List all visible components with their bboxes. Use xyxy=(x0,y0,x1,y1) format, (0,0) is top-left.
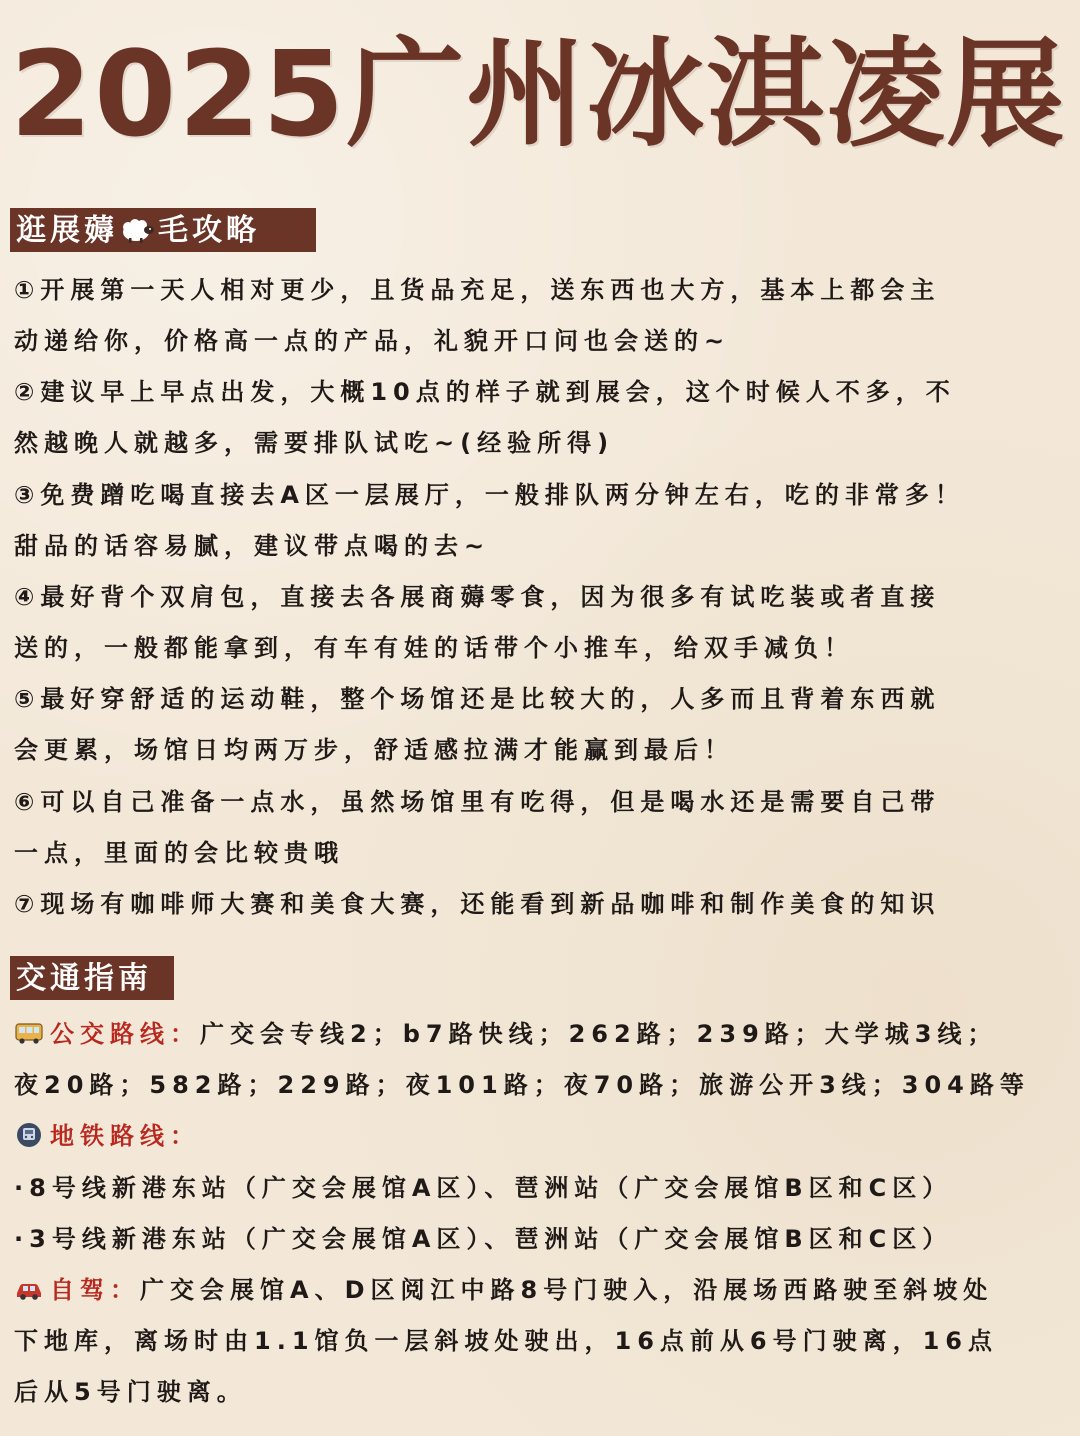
tip-line: 会更累，场馆日均两万步，舒适感拉满才能赢到最后！ xyxy=(14,736,734,764)
bus-route-text: 广交会专线2；b7路快线；262路；239路；大学城3线； xyxy=(200,1020,998,1048)
drive-route-line xyxy=(14,1272,1066,1308)
metro-route-line xyxy=(14,1118,1066,1154)
car-icon xyxy=(14,1276,44,1302)
tip-line: 一点，里面的会比较贵哦 xyxy=(14,839,344,867)
drive-route-label: 自驾： xyxy=(50,1276,140,1304)
tip-line: ②建议早上早点出发，大概10点的样子就到展会，这个时候人不多，不 xyxy=(14,378,956,406)
section-heading-right: 毛攻略 xyxy=(158,213,260,248)
tip-line: ⑥可以自己准备一点水，虽然场馆里有吃得，但是喝水还是需要自己带 xyxy=(14,788,941,816)
bus-icon xyxy=(14,1020,44,1046)
tip-line: 甜品的话容易腻，建议带点喝的去~ xyxy=(14,532,491,560)
metro-route-label: 地铁路线： xyxy=(50,1122,200,1150)
metro-route-line-2: ·3号线新港东站（广交会展馆A区）、琶洲站（广交会展馆B区和C区） xyxy=(14,1225,953,1253)
bus-route-line-2: 夜20路；582路；229路；夜101路；夜70路；旅游公开3线；304路等 xyxy=(14,1071,1030,1099)
tip-line: ⑦现场有咖啡师大赛和美食大赛，还能看到新品咖啡和制作美食的知识 xyxy=(14,890,941,918)
drive-route-line-3: 后从5号门驶离。 xyxy=(14,1378,247,1406)
bus-route-line xyxy=(14,1016,1066,1052)
page-title: 2025广州冰淇凌展 xyxy=(10,25,1067,163)
drive-route-line-2: 下地库，离场时由1.1馆负一层斜坡处驶出，16点前从6号门驶离，16点 xyxy=(14,1327,999,1355)
section-heading-transport: 交通指南 xyxy=(10,956,174,1000)
tip-line: 然越晚人就越多，需要排队试吃~(经验所得) xyxy=(14,429,615,457)
bus-route-label: 公交路线： xyxy=(50,1020,200,1048)
tip-line: ③免费蹭吃喝直接去A区一层展厅，一般排队两分钟左右，吃的非常多！ xyxy=(14,481,965,509)
metro-route-line-1: ·8号线新港东站（广交会展馆A区）、琶洲站（广交会展馆B区和C区） xyxy=(14,1174,953,1202)
tip-line: ④最好背个双肩包，直接去各展商薅零食，因为很多有试吃装或者直接 xyxy=(14,583,941,611)
tip-line: 送的，一般都能拿到，有车有娃的话带个小推车，给双手减负！ xyxy=(14,634,854,662)
section-heading-shopping-tips xyxy=(10,208,316,252)
metro-icon xyxy=(14,1122,44,1148)
sheep-icon xyxy=(120,216,156,244)
tip-line: 动递给你，价格高一点的产品，礼貌开口问也会送的~ xyxy=(14,327,731,355)
tip-line: ⑤最好穿舒适的运动鞋，整个场馆还是比较大的，人多而且背着东西就 xyxy=(14,685,941,713)
drive-route-text: 广交会展馆A、D区阅江中路8号门驶入，沿展场西路驶至斜坡处 xyxy=(140,1276,994,1304)
tip-line: ①开展第一天人相对更少，且货品充足，送东西也大方，基本上都会主 xyxy=(14,276,941,304)
section-heading-left: 逛展薅 xyxy=(16,213,118,248)
